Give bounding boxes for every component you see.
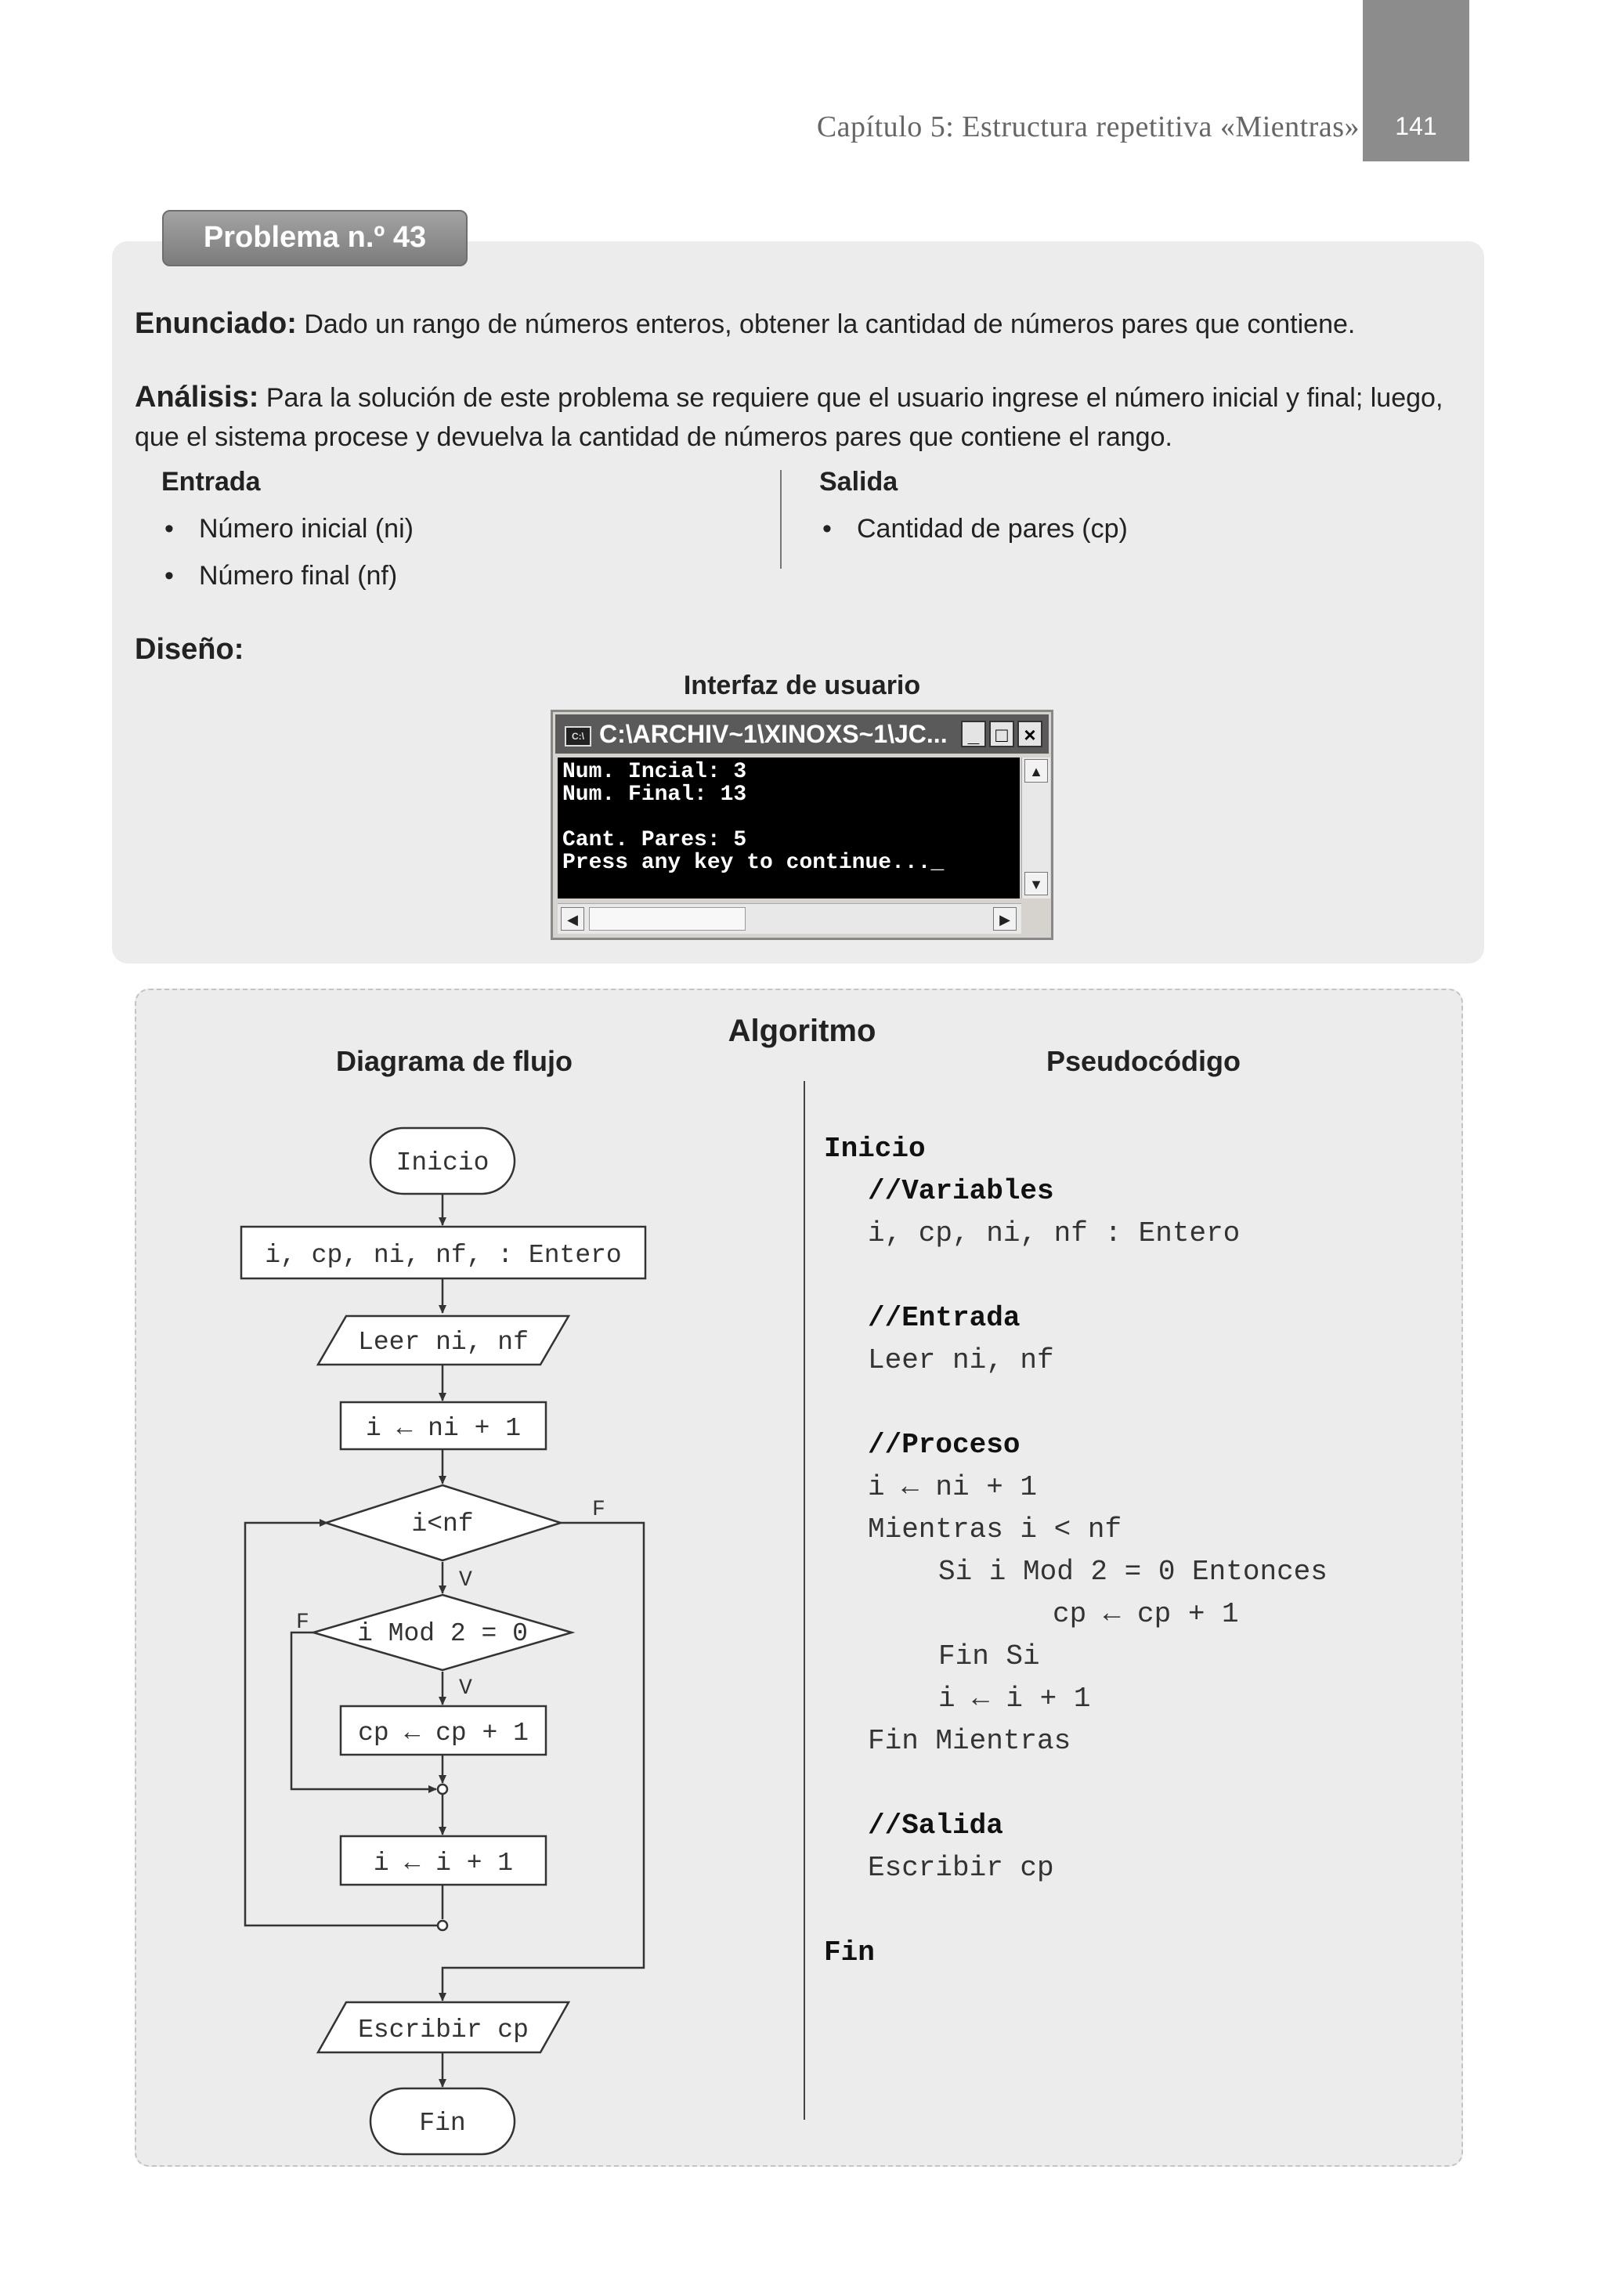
pseudo-line: Escribir cp (868, 1852, 1054, 1884)
console-line: Press any key to continue..._ (562, 851, 945, 875)
minimize-icon[interactable]: _ (961, 721, 986, 747)
flow-start-label: Inicio (396, 1148, 490, 1177)
pseudo-line: cp ← cp + 1 (1053, 1598, 1239, 1630)
pseudo-comment: //Salida (868, 1810, 1003, 1842)
analysis-text: Para la solución de este problema se requiere que el usuario ingrese el número inicial y final; luego, que el sistema procese y devuelva la cantidad de números pares que contiene el rango. (135, 383, 1443, 452)
flow-write-label: Escribir cp (358, 2016, 529, 2045)
pseudo-line: Mientras i < nf (868, 1513, 1122, 1546)
chapter-title: Capítulo 5: Estructura repetitiva «Mientras» (816, 110, 1360, 143)
flow-increment-label: i ← i + 1 (373, 1849, 514, 1878)
pseudo-line: Si i Mod 2 = 0 Entonces (938, 1556, 1328, 1588)
flow-end-label: Fin (419, 2109, 466, 2138)
statement-text: Dado un rango de números enteros, obtener la cantidad de números pares que contiene. (304, 309, 1356, 339)
pseudocode-title: Pseudocódigo (1046, 1045, 1241, 1077)
output-title: Salida (819, 467, 898, 497)
pseudo-line: Inicio (824, 1133, 926, 1165)
pseudo-line: i, cp, ni, nf : Entero (868, 1217, 1241, 1249)
analysis-label: Análisis: (135, 381, 259, 414)
input-item: • Número inicial (ni) (199, 514, 414, 544)
design-label: Diseño: (135, 633, 244, 666)
console-title: C:\ARCHIV~1\XINOXS~1\JC... (599, 720, 948, 748)
ui-caption: Interfaz de usuario (683, 671, 921, 700)
scroll-left-icon[interactable]: ◀ (561, 907, 584, 931)
flow-if-label: i Mod 2 = 0 (357, 1619, 528, 1648)
pseudo-line: Leer ni, nf (868, 1344, 1054, 1376)
scroll-down-icon[interactable]: ▼ (1024, 872, 1048, 895)
pseudo-line: Fin (824, 1936, 875, 1969)
input-item: • Número final (nf) (199, 561, 397, 591)
loop-true-label: V (459, 1568, 472, 1593)
flow-loop-label: i<nf (411, 1510, 474, 1539)
flow-declare-label: i, cp, ni, nf, : Entero (265, 1241, 622, 1270)
pseudo-comment: //Variables (868, 1175, 1054, 1207)
flow-assign-label: cp ← cp + 1 (358, 1719, 529, 1748)
flow-init-label: i ← ni + 1 (365, 1414, 522, 1443)
output-item: • Cantidad de pares (cp) (857, 514, 1128, 544)
loop-false-label: F (592, 1498, 605, 1522)
problem-badge: Problema n.º 43 (162, 210, 468, 266)
scroll-right-icon[interactable]: ▶ (993, 907, 1017, 931)
close-icon[interactable]: × (1017, 721, 1042, 747)
maximize-icon[interactable]: □ (989, 721, 1014, 747)
if-false-label: F (296, 1611, 309, 1635)
pseudo-comment: //Proceso (868, 1429, 1021, 1461)
pseudo-line: Fin Mientras (868, 1725, 1071, 1757)
console-line: Num. Final: 13 (562, 783, 747, 807)
pseudo-comment: //Entrada (868, 1302, 1021, 1334)
if-true-label: V (459, 1676, 472, 1701)
statement-label: Enunciado: (135, 307, 297, 340)
input-title: Entrada (161, 467, 261, 497)
scroll-up-icon[interactable]: ▲ (1024, 759, 1048, 783)
console-line: Cant. Pares: 5 (562, 828, 747, 852)
flowchart-title: Diagrama de flujo (335, 1045, 573, 1077)
pseudo-line: i ← ni + 1 (868, 1471, 1038, 1503)
console-icon: C:\ (565, 726, 591, 747)
algorithm-title: Algoritmo (728, 1014, 876, 1048)
page-number: 141 (1395, 112, 1437, 140)
console-line: Num. Incial: 3 (562, 760, 747, 784)
flow-read-label: Leer ni, nf (358, 1328, 529, 1357)
pseudocode-block (824, 1133, 1328, 1969)
pseudo-line: Fin Si (938, 1640, 1040, 1672)
pseudo-line: i ← i + 1 (938, 1683, 1091, 1715)
